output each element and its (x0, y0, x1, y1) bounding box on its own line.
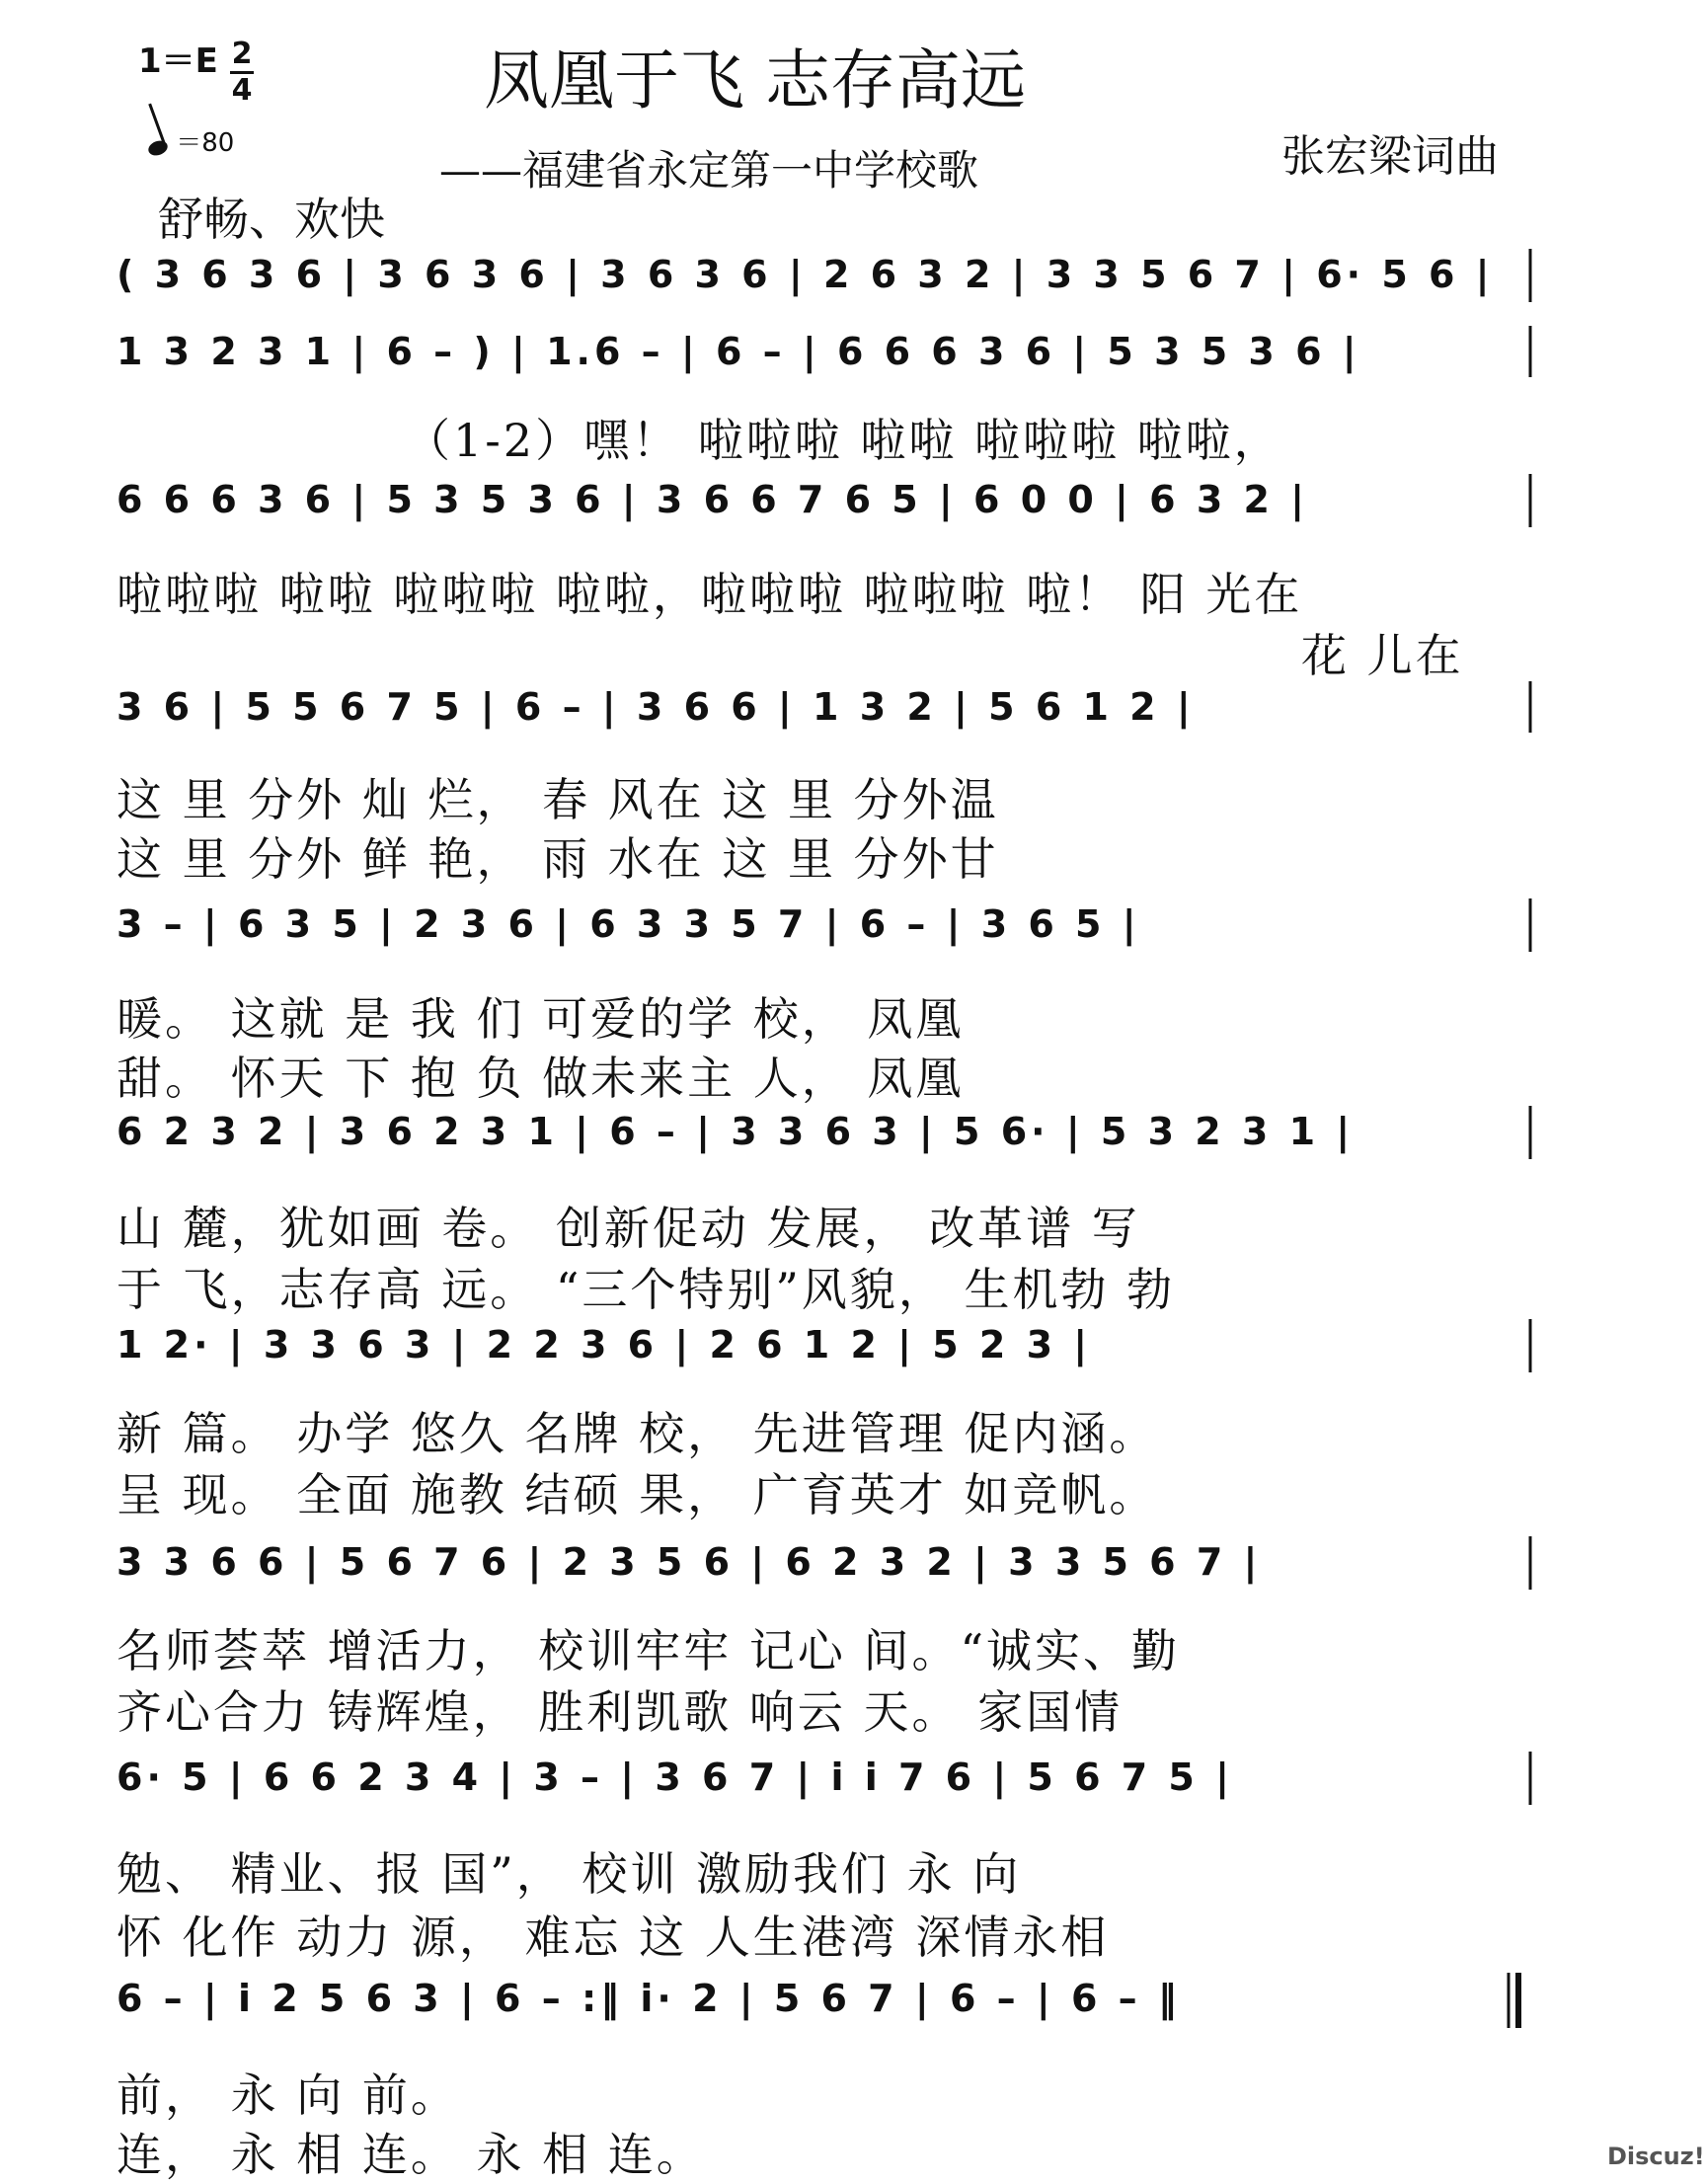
lyrics-row-3: 啦啦啦 啦啦 啦啦啦 啦啦，啦啦啦 啦啦啦 啦！ 阳 光在 (116, 568, 1303, 621)
notes-row-8: 3 3 6 6 | 5 6 7 6 | 2 3 5 6 | 6 2 3 2 | 3 3 5 6 7 | (116, 1540, 1262, 1584)
lyrics-row-8-verse-2: 齐心合力 铸辉煌， 胜利凯歌 响云 天。 家国情 (116, 1685, 1124, 1739)
tempo-value: ＝80 (176, 128, 235, 158)
lyrics-row-7-verse-1: 新 篇。 办学 悠久 名牌 校， 先进管理 促内涵。 (116, 1407, 1158, 1460)
notes-row-1: ( 3 6 3 6 | 3 6 3 6 | 3 6 3 6 | 2 6 3 2 | 3 3 5 6 7 | 6· 5 6 | (116, 253, 1494, 296)
lyrics-row-5-verse-1: 暖。 这就 是 我 们 可爱的学 校， 凤凰 (116, 992, 965, 1046)
lyrics-row-9-verse-2: 怀 化作 动力 源， 难忘 这 人生港湾 深情永相 (116, 1911, 1110, 1964)
notes-row-6: 6 2 3 2 | 3 6 2 3 1 | 6 – | 3 3 6 3 | 5 6· | 5 3 2 3 1 | (116, 1110, 1355, 1153)
lyrics-row-7-verse-2: 呈 现。 全面 施教 结硕 果， 广育英才 如竞帆。 (116, 1468, 1158, 1521)
lyrics-row-2: （1-2）嘿！ 啦啦啦 啦啦 啦啦啦 啦啦， (405, 414, 1282, 467)
key-signature: 1＝E (138, 41, 218, 81)
lyrics-row-10-verse-2: 连， 永 相 连。 永 相 连。 (116, 2128, 705, 2181)
lyrics-row-5-verse-2: 甜。 怀天 下 抱 负 做未来主 人， 凤凰 (116, 1052, 965, 1105)
time-signature-top: 2 (231, 37, 253, 71)
notes-row-4: 3 6 | 5 5 6 7 5 | 6 – | 3 6 6 | 1 3 2 | 5 6 1 2 | (116, 685, 1195, 729)
lyrics-row-3-verse-2: 花 儿在 (1301, 629, 1464, 682)
notes-row-9: 6· 5 | 6 6 2 3 4 | 3 – | 3 6 7 | i i 7 6 | 5 6 7 5 | (116, 1755, 1233, 1799)
forum-watermark: Discuz! (1607, 2143, 1705, 2170)
notes-row-3: 6 6 6 3 6 | 5 3 5 3 6 | 3 6 6 7 6 5 | 6 0 0 | 6 3 2 | (116, 478, 1309, 521)
lyrics-row-6-verse-1: 山 麓，犹如画 卷。 创新促动 发展， 改革谱 写 (116, 1202, 1140, 1255)
song-title: 凤凰于飞 志存高远 (484, 42, 1026, 118)
song-subtitle: ——福建省永定第一中学校歌 (439, 146, 979, 195)
expression-marking: 舒畅、欢快 (158, 193, 385, 246)
lyrics-row-4-verse-2: 这 里 分外 鲜 艳， 雨 水在 这 里 分外甘 (116, 832, 999, 886)
lyrics-row-10-verse-1: 前， 永 向 前。 (116, 2068, 459, 2122)
notes-row-2: 1 3 2 3 1 | 6 – ) | 1.6 – | 6 – | 6 6 6 3 6 | 5 3 5 3 6 | (116, 330, 1360, 373)
notes-row-5: 3 – | 6 3 5 | 2 3 6 | 6 3 3 5 7 | 6 – | 3 6 5 | (116, 902, 1140, 946)
notes-row-10: 6 – | i 2 5 6 3 | 6 – :‖ i· 2 | 5 6 7 | 6 – | 6 – ‖ (116, 1977, 1181, 2020)
lyrics-row-8-verse-1: 名师荟萃 增活力， 校训牢牢 记心 间。“诚实、勤 (116, 1624, 1181, 1677)
notes-row-7: 1 2· | 3 3 6 3 | 2 2 3 6 | 2 6 1 2 | 5 2 3 | (116, 1323, 1092, 1366)
lyrics-row-4-verse-1: 这 里 分外 灿 烂， 春 风在 这 里 分外温 (116, 773, 999, 826)
lyrics-row-9-verse-1: 勉、 精业、报 国”， 校训 激励我们 永 向 (116, 1847, 1022, 1901)
lyrics-row-6-verse-2: 于 飞，志存高 远。 “三个特别”风貌， 生机勃 勃 (116, 1263, 1176, 1316)
time-signature-bottom: 4 (231, 73, 253, 108)
composer-credit: 张宏梁词曲 (1281, 131, 1499, 182)
